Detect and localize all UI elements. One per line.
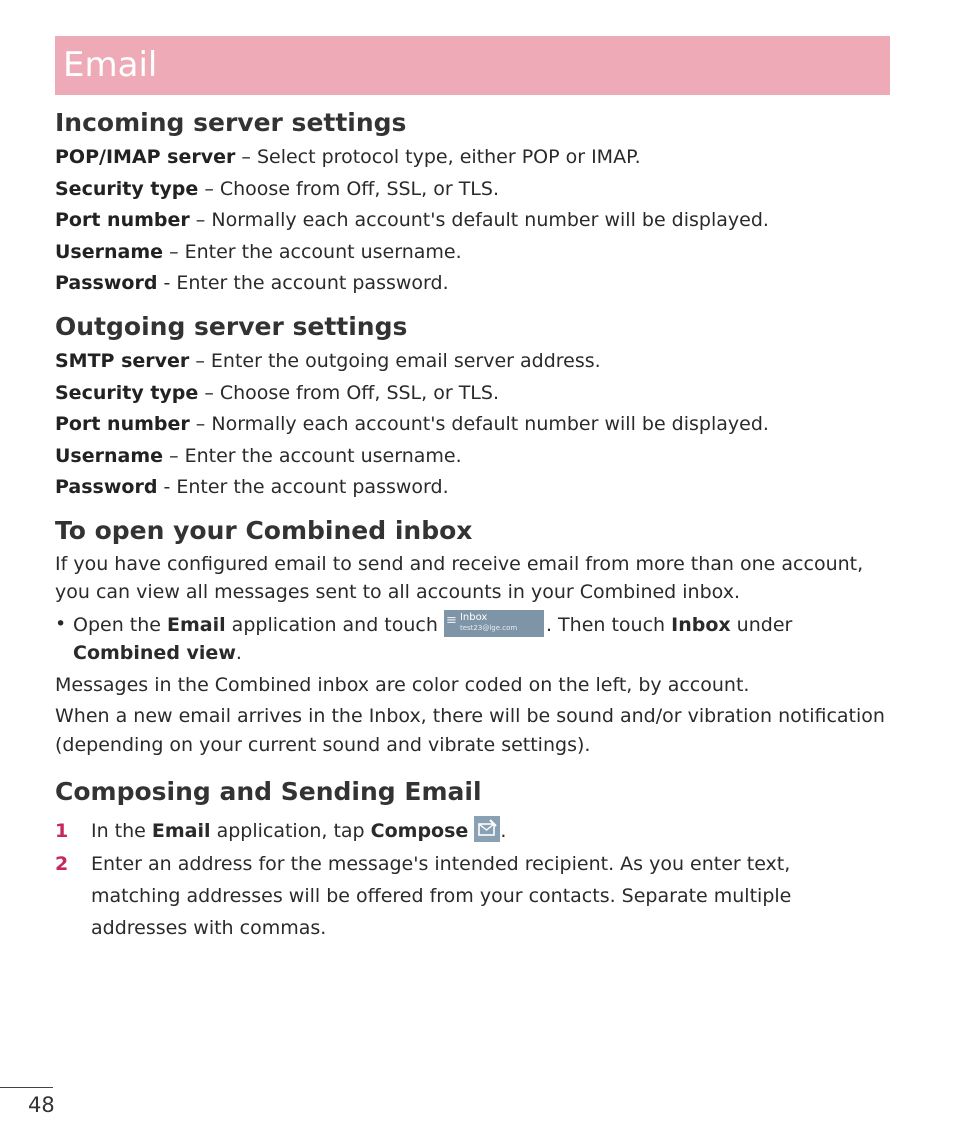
item-term: SMTP server [55, 349, 190, 372]
item-desc: Select protocol type, either POP or IMAP. [256, 146, 641, 168]
item-desc: Enter the account username. [184, 444, 462, 467]
page-content [55, 104, 885, 945]
incoming-section [55, 104, 885, 300]
combined-bullet [55, 610, 885, 668]
step-2 [55, 848, 885, 945]
item-term: Port number [55, 413, 190, 436]
item-desc: Choose from Off, SSL, or TLS. [219, 381, 499, 404]
step-text [91, 815, 506, 847]
item-desc: Enter the account username. [184, 240, 462, 263]
incoming-item [55, 142, 885, 174]
item-sep: - [157, 476, 177, 499]
step-t1: In the [91, 820, 152, 843]
item-desc: Enter the account password. [176, 272, 449, 295]
item-desc: Normally each account's default number will be displayed. [211, 209, 769, 232]
footer-rule [0, 1087, 53, 1088]
step-text: Enter an address for the message's intended recipient. As you enter text, matching addresses will be offered from your contacts. Separate multiple addresses with commas. [91, 852, 792, 940]
item-sep: – [198, 381, 220, 404]
item-term: Security type [55, 177, 199, 200]
item-desc: Enter the account password. [176, 476, 449, 499]
outgoing-item [55, 378, 885, 410]
item-term: Username [55, 444, 164, 467]
item-term: Port number [55, 209, 190, 232]
item-term: Password [55, 476, 158, 499]
outgoing-heading: Outgoing server settings [55, 311, 408, 341]
item-term: Username [55, 240, 164, 263]
bullet-combined-view-bold: Combined view [73, 642, 236, 665]
bullet-inbox-bold: Inbox [671, 613, 731, 636]
chapter-header [55, 36, 890, 95]
menu-icon: ≡ [445, 612, 457, 628]
incoming-item [55, 174, 885, 206]
combined-inbox-section [55, 512, 885, 760]
combined-intro: If you have configured email to send and receive email from more than one account, you can view all messages sent to all accounts in your Combined inbox. [55, 552, 864, 604]
incoming-heading: Incoming server settings [55, 108, 407, 137]
item-sep: – [189, 413, 212, 436]
bullet-t3: . Then touch [545, 613, 672, 636]
outgoing-item [55, 472, 885, 504]
compose-icon [474, 816, 500, 842]
item-sep: – [189, 349, 211, 372]
item-term: Security type [55, 381, 199, 404]
bullet-t2: application and touch [225, 613, 444, 636]
item-term: Password [55, 272, 158, 295]
incoming-item [55, 268, 885, 300]
outgoing-item [55, 409, 885, 441]
bullet-dot: • [55, 612, 67, 635]
item-desc: Choose from Off, SSL, or TLS. [219, 177, 499, 200]
item-desc: Enter the outgoing email server address. [210, 349, 601, 372]
item-sep: – [198, 177, 220, 200]
combined-color-note: Messages in the Combined inbox are color coded on the left, by account. [55, 673, 750, 696]
item-sep: - [157, 272, 177, 295]
item-desc: Normally each account's default number will be displayed. [211, 413, 769, 436]
outgoing-section [55, 308, 885, 504]
bullet-t1: Open the [73, 613, 168, 636]
item-sep: – [163, 240, 185, 263]
bullet-t5: . [235, 642, 242, 665]
step-1 [55, 815, 885, 847]
item-term: POP/IMAP server [55, 146, 236, 168]
bullet-text [73, 610, 792, 668]
inbox-icon-label: Inbox [459, 611, 488, 623]
incoming-item [55, 237, 885, 269]
composing-section [55, 773, 885, 944]
item-sep: – [189, 209, 212, 232]
step-number: 1 [55, 820, 69, 843]
step-email-bold: Email [151, 820, 211, 843]
combined-arrival-note: When a new email arrives in the Inbox, there will be sound and/or vibration notification (depending on your current sound and vibrate settings). [55, 705, 885, 756]
composing-heading: Composing and Sending Email [55, 777, 482, 807]
step-compose-bold: Compose [370, 820, 469, 843]
bullet-t4: under [730, 613, 793, 636]
item-sep: – [163, 444, 185, 467]
page-number: 48 [28, 1093, 55, 1117]
bullet-email-bold: Email [167, 613, 226, 636]
inbox-icon-account: test23@lge.com [459, 623, 518, 632]
outgoing-item [55, 441, 885, 473]
incoming-item [55, 205, 885, 237]
inbox-dropdown-icon [444, 610, 544, 637]
item-sep: – [235, 146, 257, 168]
combined-heading: To open your Combined inbox [55, 515, 473, 545]
step-t3: . [500, 820, 507, 843]
step-number: 2 [55, 852, 69, 875]
outgoing-item [55, 346, 885, 378]
step-t2: application, tap [210, 820, 371, 843]
chapter-title: Email [63, 45, 158, 85]
